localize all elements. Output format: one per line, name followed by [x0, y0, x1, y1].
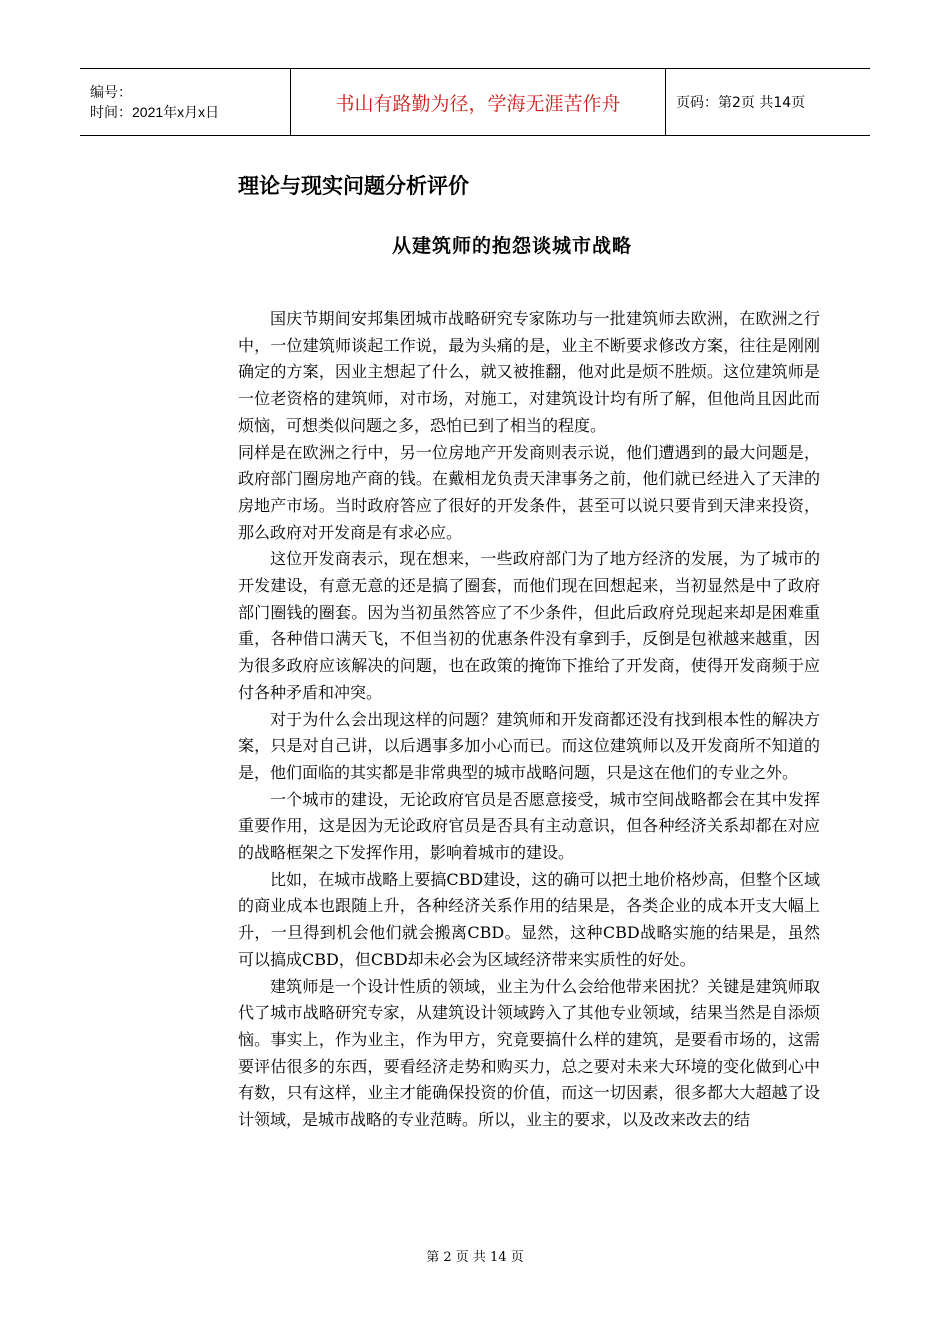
header-number-label: 编号： — [90, 84, 132, 100]
header-page-label: 页码：第2页 共14页 — [666, 69, 871, 136]
body-paragraph: 对于为什么会出现这样的问题？建筑师和开发商都还没有找到根本性的解决方案，只是对自己讲，以后遇事多加小心而已。而这位建筑师以及开发商所不知道的是，他们面临的其实都是非常典型的城市战略问题，只是这在他们的专业之外。 — [238, 709, 820, 782]
body-paragraph: 这位开发商表示，现在想来，一些政府部门为了地方经济的发展，为了城市的开发建设，有意无意的还是搞了圈套，而他们现在回想起来，当初显然是中了政府部门圈钱的圈套。因为当初虽然答应了不少条件，但此后政府兑现起来却是困难重重，各种借口满天飞，不但当初的优惠条件没有拿到手，反倒是包袱越来越重，因为很多政府应该解决的问题，也在政策的掩饰下推给了开发商，使得开发商频于应付各种矛盾和冲突。 — [238, 549, 820, 702]
page-header — [80, 68, 870, 136]
body-paragraph: 国庆节期间安邦集团城市战略研究专家陈功与一批建筑师去欧洲，在欧洲之行中，一位建筑师谈起工作说，最为头痛的是，业主不断要求修改方案，往往是刚刚确定的方案，因业主想起了什么，就又被推翻，他对此是烦不胜烦。这位建筑师是一位老资格的建筑师，对市场，对施工，对建筑设计均有所了解，但他尚且因此而烦恼，可想类似问题之多，恐怕已到了相当的程度。 — [238, 309, 820, 435]
body-paragraph: 比如，在城市战略上要搞CBD建设，这的确可以把土地价格炒高，但整个区域的商业成本也跟随上升，各种经济关系作用的结果是，各类企业的成本开支大幅上升，一旦得到机会他们就会搬离CBD。显然，这种CBD战略实施的结果是，虽然可以搞成CBD，但CBD却未必会为区域经济带来实质性的好处。 — [238, 869, 820, 969]
document-body — [238, 306, 820, 1134]
body-paragraph: 一个城市的建设，无论政府官员是否愿意接受，城市空间战略都会在其中发挥重要作用，这是因为无论政府官员是否具有主动意识，但各种经济关系却都在对应的战略框架之下发挥作用，影响着城市的建设。 — [238, 789, 820, 863]
header-meta-cell — [80, 69, 291, 136]
page-footer: 第 2 页 共 14 页 — [426, 1250, 524, 1265]
header-time-label: 时间：2021年x月x日 — [90, 104, 220, 120]
document-subtitle: 从建筑师的抱怨谈城市战略 — [392, 235, 633, 257]
document-title: 理论与现实问题分析评价 — [238, 174, 469, 198]
body-paragraph: 同样是在欧洲之行中，另一位房地产开发商则表示说，他们遭遇到的最大问题是，政府部门圈房地产商的钱。在戴相龙负责天津事务之前，他们就已经进入了天津的房地产市场。当时政府答应了很好的开发条件，甚至可以说只要肯到天津来投资，那么政府对开发商是有求必应。 — [238, 442, 820, 542]
header-motto: 书山有路勤为径，学海无涯苦作舟 — [291, 69, 666, 136]
body-paragraph: 建筑师是一个设计性质的领域，业主为什么会给他带来困扰？关键是建筑师取代了城市战略研究专家，从建筑设计领域跨入了其他专业领域，结果当然是自添烦恼。事实上，作为业主，作为甲方，究竟要搞什么样的建筑，是要看市场的，这需要评估很多的东西，要看经济走势和购买力，总之要对未来大环境的变化做到心中有数，只有这样，业主才能确保投资的价值，而这一切因素，很多都大大超越了设计领域，是城市战略的专业范畴。所以，业主的要求，以及改来改去的结 — [238, 976, 820, 1130]
